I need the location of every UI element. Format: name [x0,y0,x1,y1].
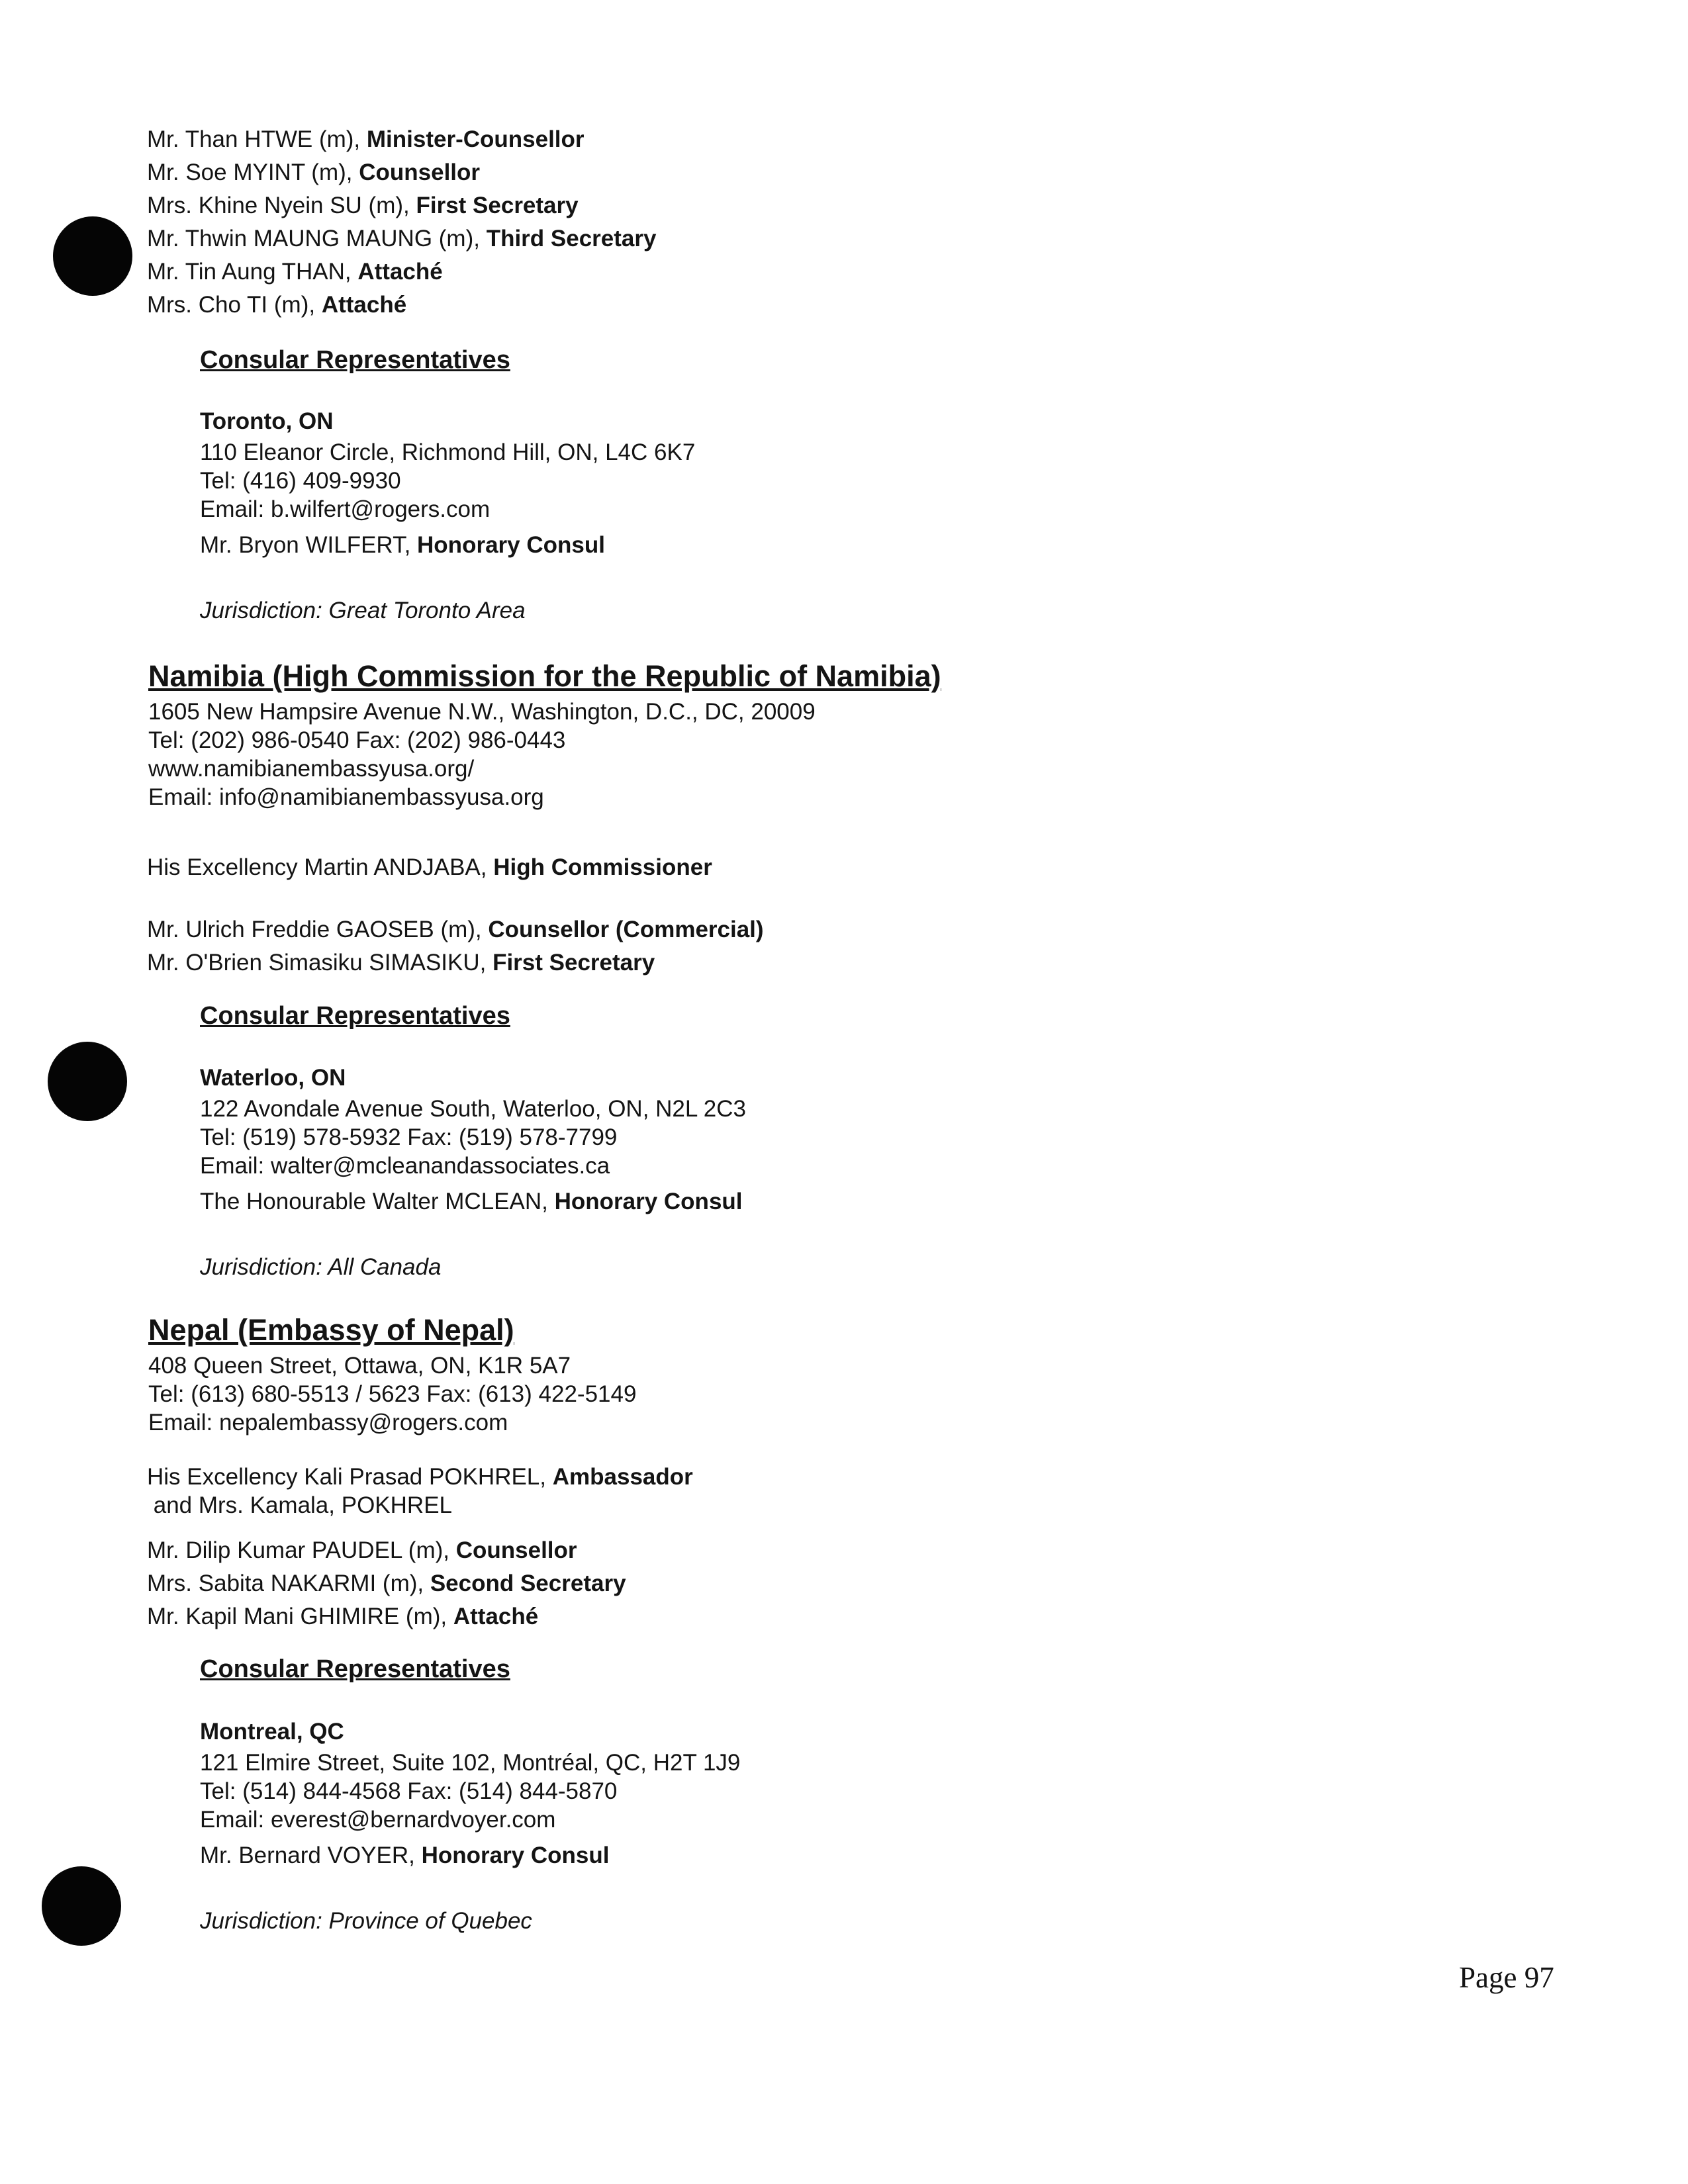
nepal-consular-heading: Consular Representatives [200,1655,510,1683]
punch-hole-bottom [42,1866,121,1946]
mission-email: Email: nepalembassy@rogers.com [148,1410,508,1435]
consular-email: Email: everest@bernardvoyer.com [200,1807,556,1833]
nepal-contact [148,1351,636,1437]
staff-entry [147,156,656,189]
mission-email: Email: info@namibianembassyusa.org [148,784,544,810]
staff-title: Attaché [321,292,407,318]
consular-email: Email: b.wilfert@rogers.com [200,496,491,522]
staff-name: Mrs. Khine Nyein SU (m), [147,193,416,218]
staff-name: Mrs. Sabita NAKARMI (m), [147,1570,430,1596]
punch-hole-middle [48,1042,127,1121]
head-title: High Commissioner [493,854,712,880]
namibia-contact [148,698,816,811]
nepal-consular-block [200,1715,740,1872]
mission-address: 1605 New Hampsire Avenue N.W., Washington, D.C., DC, 20009 [148,699,816,725]
staff-name: Mr. O'Brien Simasiku SIMASIKU, [147,950,493,976]
staff-title: First Secretary [416,193,579,218]
consular-tel: Tel: (519) 578-5932 Fax: (519) 578-7799 [200,1124,618,1150]
staff-name: Mr. Kapil Mani GHIMIRE (m), [147,1604,453,1629]
staff-title: Attaché [357,259,443,285]
page-number: Page 97 [1459,1961,1554,1994]
staff-entry [147,189,656,222]
consular-address: 110 Eleanor Circle, Richmond Hill, ON, L4C 6K7 [200,439,696,465]
head-title: Ambassador [552,1464,693,1490]
nepal-head-of-mission [147,1463,693,1520]
mission-tel: Tel: (202) 986-0540 Fax: (202) 986-0443 [148,727,566,753]
staff-name: Mrs. Cho TI (m), [147,292,322,318]
consul-name: The Honourable Walter MCLEAN, [200,1189,555,1214]
consul-title: Honorary Consul [417,532,605,558]
staff-name: Mr. Ulrich Freddie GAOSEB (m), [147,917,489,942]
punch-hole-top [53,216,132,296]
staff-title: Second Secretary [430,1570,626,1596]
namibia-head-of-mission [147,851,712,884]
staff-entry [147,1567,626,1600]
consular-person [200,1839,740,1872]
consular-address: 122 Avondale Avenue South, Waterloo, ON, N2L 2C3 [200,1096,746,1122]
mission-website: www.namibianembassyusa.org/ [148,756,475,782]
consular-person [200,529,695,562]
staff-entry [147,913,764,946]
nepal-jurisdiction: Jurisdiction: Province of Quebec [200,1908,532,1934]
head-name: His Excellency Kali Prasad POKHREL, [147,1464,553,1490]
consul-title: Honorary Consul [554,1189,743,1214]
staff-entry [147,123,656,156]
staff-entry [147,222,656,255]
consular-city: Waterloo, ON [200,1065,346,1091]
staff-name: Mr. Than HTWE (m), [147,126,367,152]
consular-city: Montreal, QC [200,1719,344,1745]
staff-title: Counsellor [359,159,481,185]
staff-entry [147,1534,626,1567]
consular-city: Toronto, ON [200,408,334,434]
myanmar-consular-heading: Consular Representatives [200,346,510,374]
staff-title: Minister-Counsellor [366,126,585,152]
head-spouse: and Mrs. Kamala, POKHREL [147,1492,452,1518]
myanmar-staff-list [147,123,656,322]
staff-name: Mr. Dilip Kumar PAUDEL (m), [147,1537,456,1563]
staff-name: Mr. Soe MYINT (m), [147,159,359,185]
nepal-staff-list [147,1534,626,1633]
consul-name: Mr. Bernard VOYER, [200,1843,422,1868]
staff-entry [147,255,656,289]
staff-entry [147,1600,626,1633]
mission-address: 408 Queen Street, Ottawa, ON, K1R 5A7 [148,1353,571,1379]
staff-title: First Secretary [492,950,655,976]
myanmar-jurisdiction: Jurisdiction: Great Toronto Area [200,598,526,623]
consul-name: Mr. Bryon WILFERT, [200,532,418,558]
consular-address: 121 Elmire Street, Suite 102, Montréal, QC, H2T 1J9 [200,1750,741,1776]
mission-tel: Tel: (613) 680-5513 / 5623 Fax: (613) 422-5149 [148,1381,637,1407]
consular-tel: Tel: (416) 409-9930 [200,468,401,494]
consular-person [200,1185,746,1218]
namibia-heading: Namibia (High Commission for the Republic of Namibia) [148,659,941,693]
consular-tel: Tel: (514) 844-4568 Fax: (514) 844-5870 [200,1778,618,1804]
staff-title: Attaché [453,1604,539,1629]
head-name: His Excellency Martin ANDJABA, [147,854,494,880]
staff-title: Third Secretary [486,226,657,251]
staff-entry [147,946,764,979]
staff-title: Counsellor [455,1537,577,1563]
namibia-consular-block [200,1062,746,1218]
namibia-jurisdiction: Jurisdiction: All Canada [200,1254,442,1280]
namibia-staff-list [147,913,764,979]
head-entry [147,1463,693,1491]
myanmar-consular-block [200,405,695,562]
consul-title: Honorary Consul [421,1843,610,1868]
staff-entry [147,289,656,322]
staff-name: Mr. Tin Aung THAN, [147,259,358,285]
staff-name: Mr. Thwin MAUNG MAUNG (m), [147,226,487,251]
staff-title: Counsellor (Commercial) [488,917,764,942]
nepal-heading: Nepal (Embassy of Nepal) [148,1313,514,1347]
namibia-consular-heading: Consular Representatives [200,1002,510,1030]
consular-email: Email: walter@mcleanandassociates.ca [200,1153,610,1179]
